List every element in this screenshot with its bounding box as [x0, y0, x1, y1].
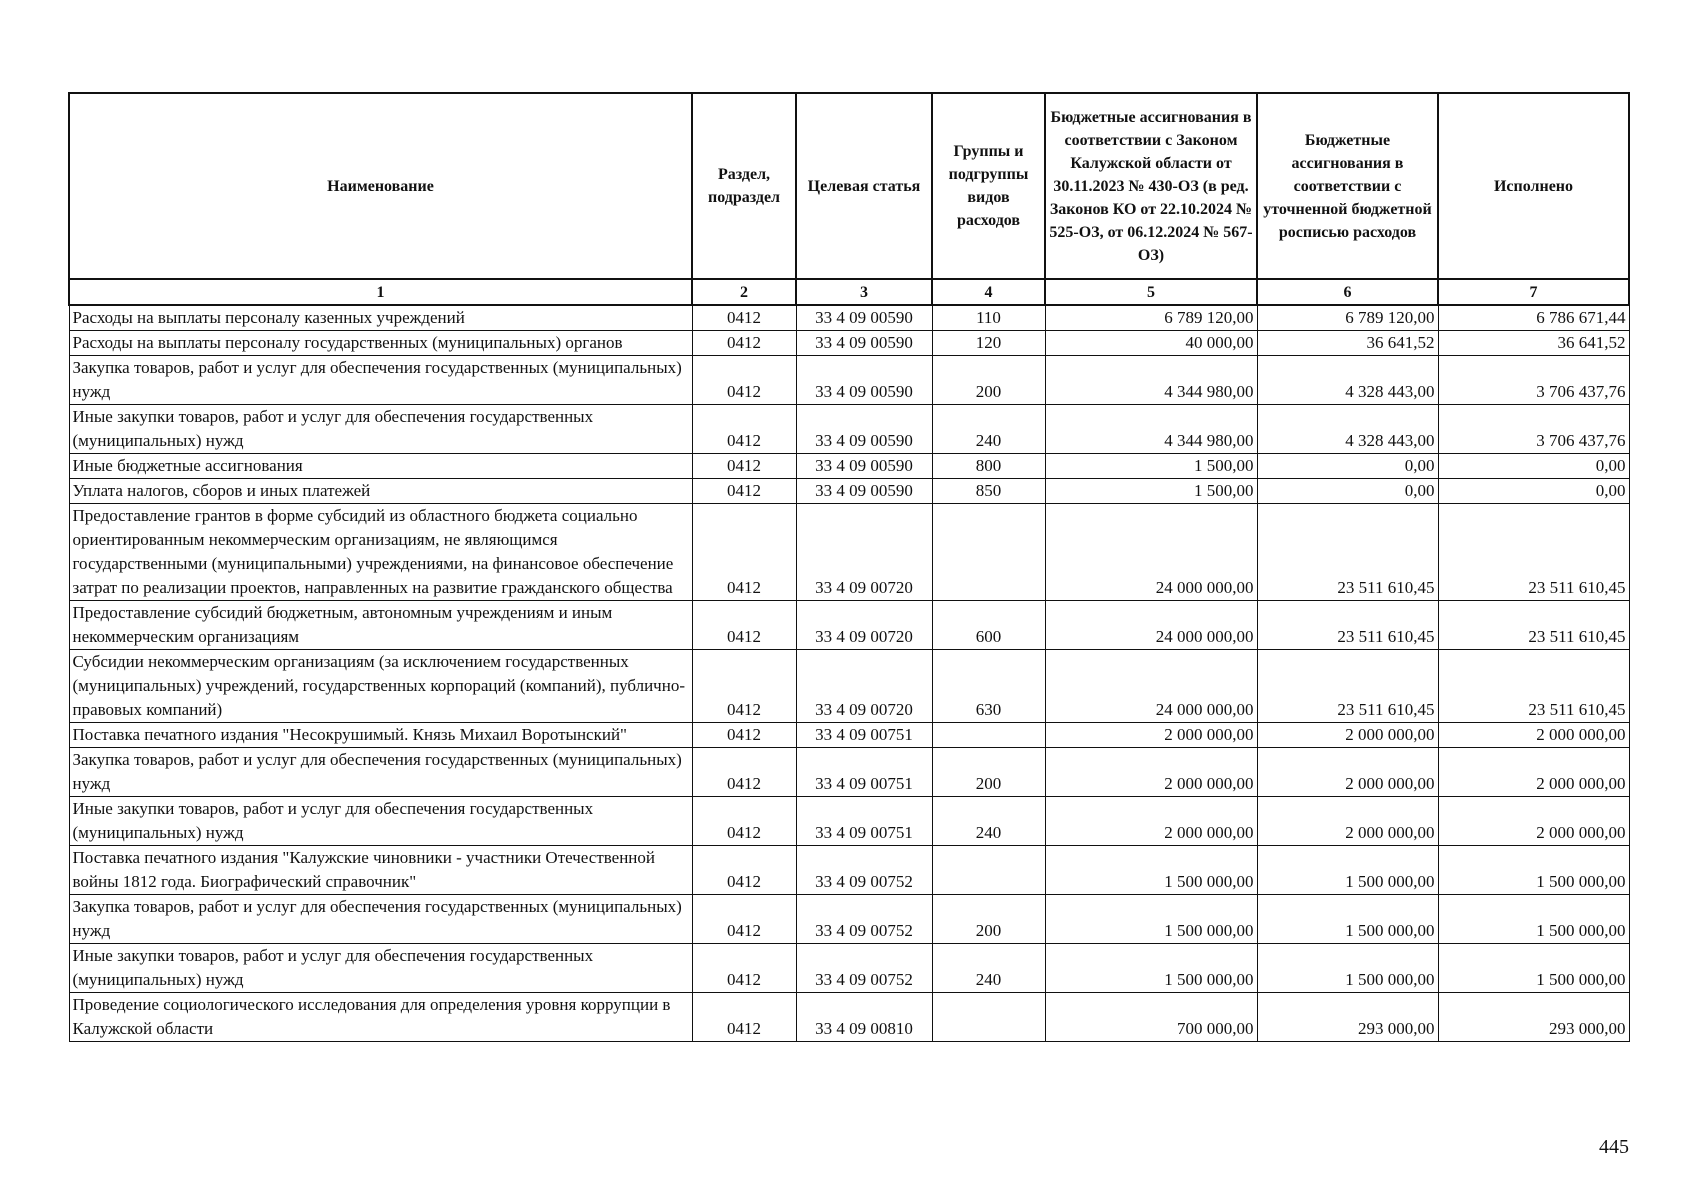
row-group: 200	[932, 356, 1045, 405]
row-group: 120	[932, 331, 1045, 356]
row-group: 110	[932, 305, 1045, 331]
row-article: 33 4 09 00590	[796, 405, 932, 454]
budget-table-container	[68, 92, 1628, 1042]
row-group: 200	[932, 895, 1045, 944]
budget-table	[68, 92, 1630, 1042]
table-row	[69, 944, 1629, 993]
row-section: 0412	[692, 601, 796, 650]
row-article: 33 4 09 00590	[796, 356, 932, 405]
row-schedule-amount: 4 328 443,00	[1257, 356, 1438, 405]
row-section: 0412	[692, 305, 796, 331]
row-law-amount: 2 000 000,00	[1045, 748, 1257, 797]
column-number: 3	[796, 279, 932, 305]
column-number: 5	[1045, 279, 1257, 305]
row-law-amount: 40 000,00	[1045, 331, 1257, 356]
row-name: Субсидии некоммерческим организациям (за исключением государственных (муниципальных) учреждений, государственных корпораций (компаний), публично-правовых компаний)	[69, 650, 692, 723]
row-article: 33 4 09 00751	[796, 723, 932, 748]
row-group	[932, 504, 1045, 601]
row-executed-amount: 0,00	[1438, 454, 1629, 479]
row-group	[932, 846, 1045, 895]
row-name: Иные закупки товаров, работ и услуг для обеспечения государственных (муниципальных) нужд	[69, 405, 692, 454]
table-row	[69, 993, 1629, 1042]
row-name: Предоставление грантов в форме субсидий из областного бюджета социально ориентированным некоммерческим организациям, не являющимся государственными (муниципальными) учреждениями, на финансовое обеспечение затрат по реализации проектов, направленных на развитие гражданского общества	[69, 504, 692, 601]
row-executed-amount: 23 511 610,45	[1438, 601, 1629, 650]
row-schedule-amount: 0,00	[1257, 479, 1438, 504]
row-article: 33 4 09 00720	[796, 601, 932, 650]
row-group	[932, 723, 1045, 748]
table-row	[69, 504, 1629, 601]
page-number: 445	[1599, 1136, 1629, 1158]
row-executed-amount: 6 786 671,44	[1438, 305, 1629, 331]
table-row	[69, 305, 1629, 331]
row-section: 0412	[692, 479, 796, 504]
table-body	[69, 305, 1629, 1042]
row-section: 0412	[692, 944, 796, 993]
row-law-amount: 1 500 000,00	[1045, 944, 1257, 993]
header-schedule-assignments: Бюджетные ассигнования в соответствии с уточненной бюджетной росписью расходов	[1257, 93, 1438, 279]
header-group: Группы и подгруппы видов расходов	[932, 93, 1045, 279]
row-group: 240	[932, 797, 1045, 846]
row-section: 0412	[692, 846, 796, 895]
row-name: Поставка печатного издания "Калужские чиновники - участники Отечественной войны 1812 года. Биографический справочник"	[69, 846, 692, 895]
row-law-amount: 2 000 000,00	[1045, 797, 1257, 846]
row-schedule-amount: 23 511 610,45	[1257, 601, 1438, 650]
row-executed-amount: 1 500 000,00	[1438, 944, 1629, 993]
row-group: 240	[932, 944, 1045, 993]
row-law-amount: 4 344 980,00	[1045, 405, 1257, 454]
row-law-amount: 700 000,00	[1045, 993, 1257, 1042]
row-name: Расходы на выплаты персоналу государственных (муниципальных) органов	[69, 331, 692, 356]
row-group: 850	[932, 479, 1045, 504]
row-executed-amount: 3 706 437,76	[1438, 356, 1629, 405]
column-number: 7	[1438, 279, 1629, 305]
row-schedule-amount: 2 000 000,00	[1257, 723, 1438, 748]
row-group: 800	[932, 454, 1045, 479]
table-row	[69, 846, 1629, 895]
table-row	[69, 356, 1629, 405]
row-executed-amount: 36 641,52	[1438, 331, 1629, 356]
row-group: 630	[932, 650, 1045, 723]
row-schedule-amount: 293 000,00	[1257, 993, 1438, 1042]
row-name: Закупка товаров, работ и услуг для обеспечения государственных (муниципальных) нужд	[69, 895, 692, 944]
row-name: Иные бюджетные ассигнования	[69, 454, 692, 479]
row-article: 33 4 09 00752	[796, 895, 932, 944]
row-name: Иные закупки товаров, работ и услуг для обеспечения государственных (муниципальных) нужд	[69, 797, 692, 846]
row-name: Закупка товаров, работ и услуг для обеспечения государственных (муниципальных) нужд	[69, 356, 692, 405]
row-article: 33 4 09 00810	[796, 993, 932, 1042]
table-row	[69, 723, 1629, 748]
column-number: 4	[932, 279, 1045, 305]
header-section: Раздел, подраздел	[692, 93, 796, 279]
row-executed-amount: 23 511 610,45	[1438, 650, 1629, 723]
table-row	[69, 479, 1629, 504]
row-section: 0412	[692, 504, 796, 601]
column-number-row	[69, 279, 1629, 305]
row-executed-amount: 1 500 000,00	[1438, 846, 1629, 895]
table-row	[69, 454, 1629, 479]
row-article: 33 4 09 00751	[796, 797, 932, 846]
row-schedule-amount: 36 641,52	[1257, 331, 1438, 356]
row-section: 0412	[692, 356, 796, 405]
row-article: 33 4 09 00720	[796, 650, 932, 723]
row-name: Поставка печатного издания "Несокрушимый. Князь Михаил Воротынский"	[69, 723, 692, 748]
row-name: Проведение социологического исследования для определения уровня коррупции в Калужской области	[69, 993, 692, 1042]
row-executed-amount: 293 000,00	[1438, 993, 1629, 1042]
row-executed-amount: 23 511 610,45	[1438, 504, 1629, 601]
row-section: 0412	[692, 331, 796, 356]
table-row	[69, 601, 1629, 650]
row-section: 0412	[692, 723, 796, 748]
row-schedule-amount: 1 500 000,00	[1257, 846, 1438, 895]
row-article: 33 4 09 00590	[796, 331, 932, 356]
row-article: 33 4 09 00590	[796, 454, 932, 479]
row-group	[932, 993, 1045, 1042]
row-article: 33 4 09 00752	[796, 846, 932, 895]
header-law-assignments: Бюджетные ассигнования в соответствии с Законом Калужской области от 30.11.2023 № 430-ОЗ (в ред. Законов КО от 22.10.2024 № 525-ОЗ, от 06.12.2024 № 567-ОЗ)	[1045, 93, 1257, 279]
row-section: 0412	[692, 748, 796, 797]
header-row	[69, 93, 1629, 279]
column-number: 2	[692, 279, 796, 305]
row-name: Предоставление субсидий бюджетным, автономным учреждениям и иным некоммерческим организациям	[69, 601, 692, 650]
header-executed: Исполнено	[1438, 93, 1629, 279]
table-row	[69, 331, 1629, 356]
row-name: Уплата налогов, сборов и иных платежей	[69, 479, 692, 504]
header-article: Целевая статья	[796, 93, 932, 279]
row-schedule-amount: 23 511 610,45	[1257, 650, 1438, 723]
row-section: 0412	[692, 895, 796, 944]
row-law-amount: 24 000 000,00	[1045, 601, 1257, 650]
row-executed-amount: 2 000 000,00	[1438, 797, 1629, 846]
row-article: 33 4 09 00720	[796, 504, 932, 601]
row-article: 33 4 09 00590	[796, 479, 932, 504]
row-schedule-amount: 1 500 000,00	[1257, 944, 1438, 993]
row-executed-amount: 2 000 000,00	[1438, 748, 1629, 797]
row-group: 200	[932, 748, 1045, 797]
row-law-amount: 6 789 120,00	[1045, 305, 1257, 331]
row-executed-amount: 2 000 000,00	[1438, 723, 1629, 748]
column-number: 6	[1257, 279, 1438, 305]
row-schedule-amount: 2 000 000,00	[1257, 797, 1438, 846]
row-section: 0412	[692, 405, 796, 454]
row-group: 240	[932, 405, 1045, 454]
row-section: 0412	[692, 993, 796, 1042]
table-row	[69, 748, 1629, 797]
row-law-amount: 1 500,00	[1045, 454, 1257, 479]
row-name: Расходы на выплаты персоналу казенных учреждений	[69, 305, 692, 331]
row-law-amount: 24 000 000,00	[1045, 650, 1257, 723]
row-name: Закупка товаров, работ и услуг для обеспечения государственных (муниципальных) нужд	[69, 748, 692, 797]
row-law-amount: 1 500 000,00	[1045, 846, 1257, 895]
row-schedule-amount: 6 789 120,00	[1257, 305, 1438, 331]
row-law-amount: 1 500 000,00	[1045, 895, 1257, 944]
table-row	[69, 797, 1629, 846]
row-article: 33 4 09 00752	[796, 944, 932, 993]
header-name: Наименование	[69, 93, 692, 279]
table-row	[69, 650, 1629, 723]
row-article: 33 4 09 00590	[796, 305, 932, 331]
row-law-amount: 24 000 000,00	[1045, 504, 1257, 601]
row-executed-amount: 3 706 437,76	[1438, 405, 1629, 454]
row-law-amount: 1 500,00	[1045, 479, 1257, 504]
row-law-amount: 4 344 980,00	[1045, 356, 1257, 405]
row-executed-amount: 0,00	[1438, 479, 1629, 504]
row-section: 0412	[692, 454, 796, 479]
row-executed-amount: 1 500 000,00	[1438, 895, 1629, 944]
table-row	[69, 895, 1629, 944]
row-schedule-amount: 2 000 000,00	[1257, 748, 1438, 797]
row-schedule-amount: 1 500 000,00	[1257, 895, 1438, 944]
row-article: 33 4 09 00751	[796, 748, 932, 797]
row-law-amount: 2 000 000,00	[1045, 723, 1257, 748]
row-schedule-amount: 23 511 610,45	[1257, 504, 1438, 601]
row-schedule-amount: 4 328 443,00	[1257, 405, 1438, 454]
row-schedule-amount: 0,00	[1257, 454, 1438, 479]
column-number: 1	[69, 279, 692, 305]
row-section: 0412	[692, 650, 796, 723]
table-row	[69, 405, 1629, 454]
row-group: 600	[932, 601, 1045, 650]
row-section: 0412	[692, 797, 796, 846]
row-name: Иные закупки товаров, работ и услуг для обеспечения государственных (муниципальных) нужд	[69, 944, 692, 993]
